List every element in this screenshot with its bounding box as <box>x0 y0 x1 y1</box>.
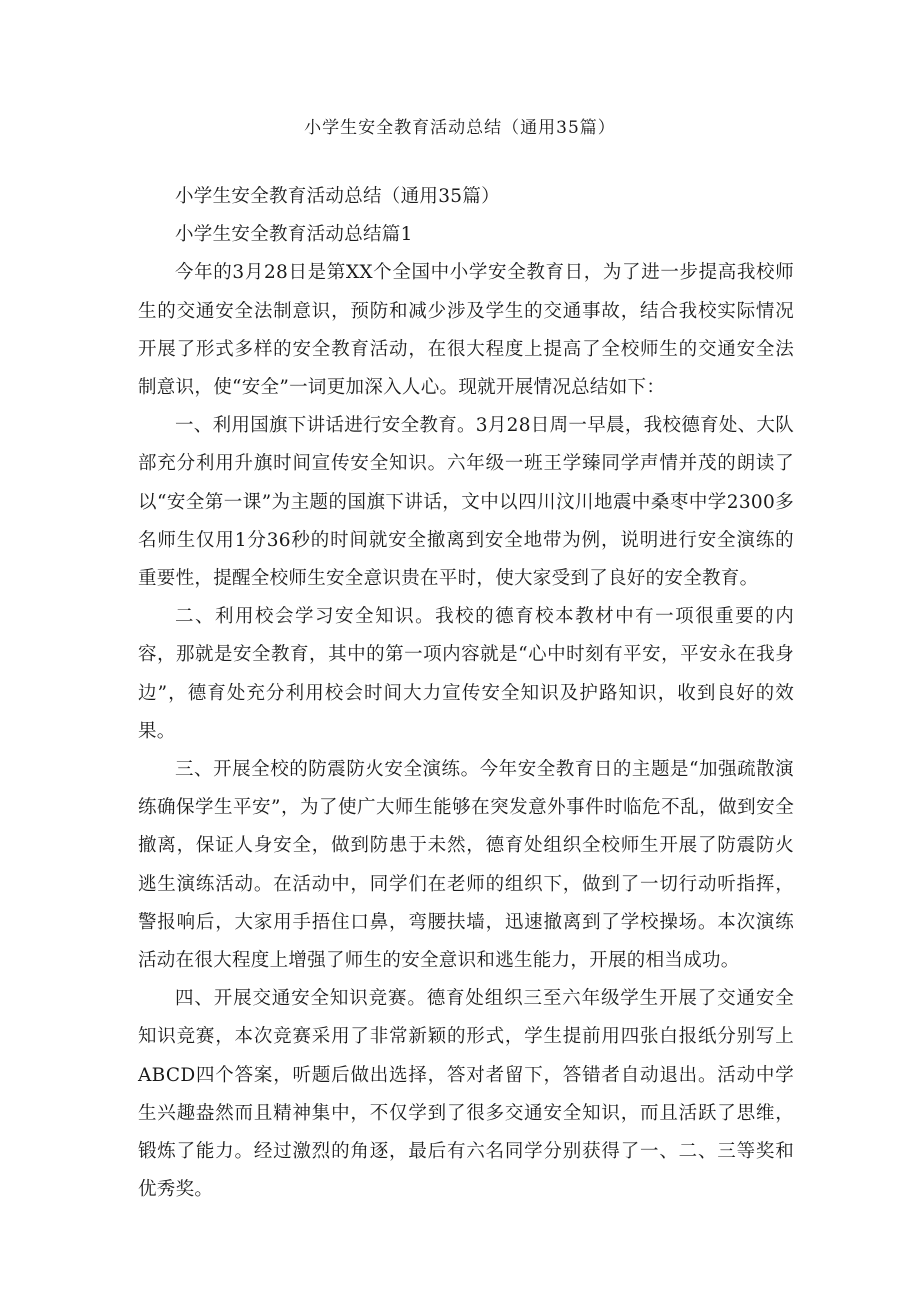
intro-paragraph: 今年的3月28日是第XX个全国中小学安全教育日，为了进一步提高我校师生的交通安全法制意识，预防和减少涉及学生的交通事故，结合我校实际情况开展了形式多样的安全教育活动，在很大程度上提高了全校师生的交通安全法制意识，使“安全”一词更加深入人心。现就开展情况总结如下： <box>138 262 794 399</box>
document-body <box>138 178 794 1209</box>
body-paragraph: 一、利用国旗下讲话进行安全教育。3月28日周一早晨，我校德育处、大队部充分利用升旗时间宣传安全知识。六年级一班王学臻同学声情并茂的朗读了以“安全第一课”为主题的国旗下讲话，文中以四川汶川地震中桑枣中学2300多名师生仅用1分36秒的时间就安全撤离到安全地带为例，说明进行安全演练的重要性，提醒全校师生安全意识贵在平时，使大家受到了良好的安全教育。 <box>138 415 795 590</box>
section-heading: 小学生安全教育活动总结篇1 <box>175 224 413 246</box>
body-paragraph: 四、开展交通安全知识竞赛。德育处组织三至六年级学生开展了交通安全知识竞赛，本次竞赛采用了非常新颖的形式，学生提前用四张白报纸分别写上ABCD四个答案，听题后做出选择，答对者留下，答错者自动退出。活动中学生兴趣盎然而且精神集中，不仅学到了很多交通安全知识，而且活跃了思维，锻炼了能力。经过激烈的角逐，最后有六名同学分别获得了一、二、三等奖和优秀奖。 <box>138 988 794 1201</box>
document-title: 小学生安全教育活动总结（通用35篇） <box>304 118 616 138</box>
body-paragraph: 二、利用校会学习安全知识。我校的德育校本教材中有一项很重要的内容，那就是安全教育，其中的第一项内容就是“心中时刻有平安，平安永在我身边”，德育处充分利用校会时间大力宣传安全知识及护路知识，收到良好的效果。 <box>138 606 794 742</box>
subtitle-paragraph: 小学生安全教育活动总结（通用35篇） <box>175 186 500 207</box>
body-paragraph: 三、开展全校的防震防火安全演练。今年安全教育日的主题是“加强疏散演练确保学生平安”，为了使广大师生能够在突发意外事件时临危不乱，做到安全撤离，保证人身安全，做到防患于未然，德育处组织全校师生开展了防震防火逃生演练活动。在活动中，同学们在老师的组织下，做到了一切行动听指挥，警报响后，大家用手捂住口鼻，弯腰扶墙，迅速撤离到了学校操场。本次演练活动在很大程度上增强了师生的安全意识和逃生能力，开展的相当成功。 <box>138 759 794 972</box>
